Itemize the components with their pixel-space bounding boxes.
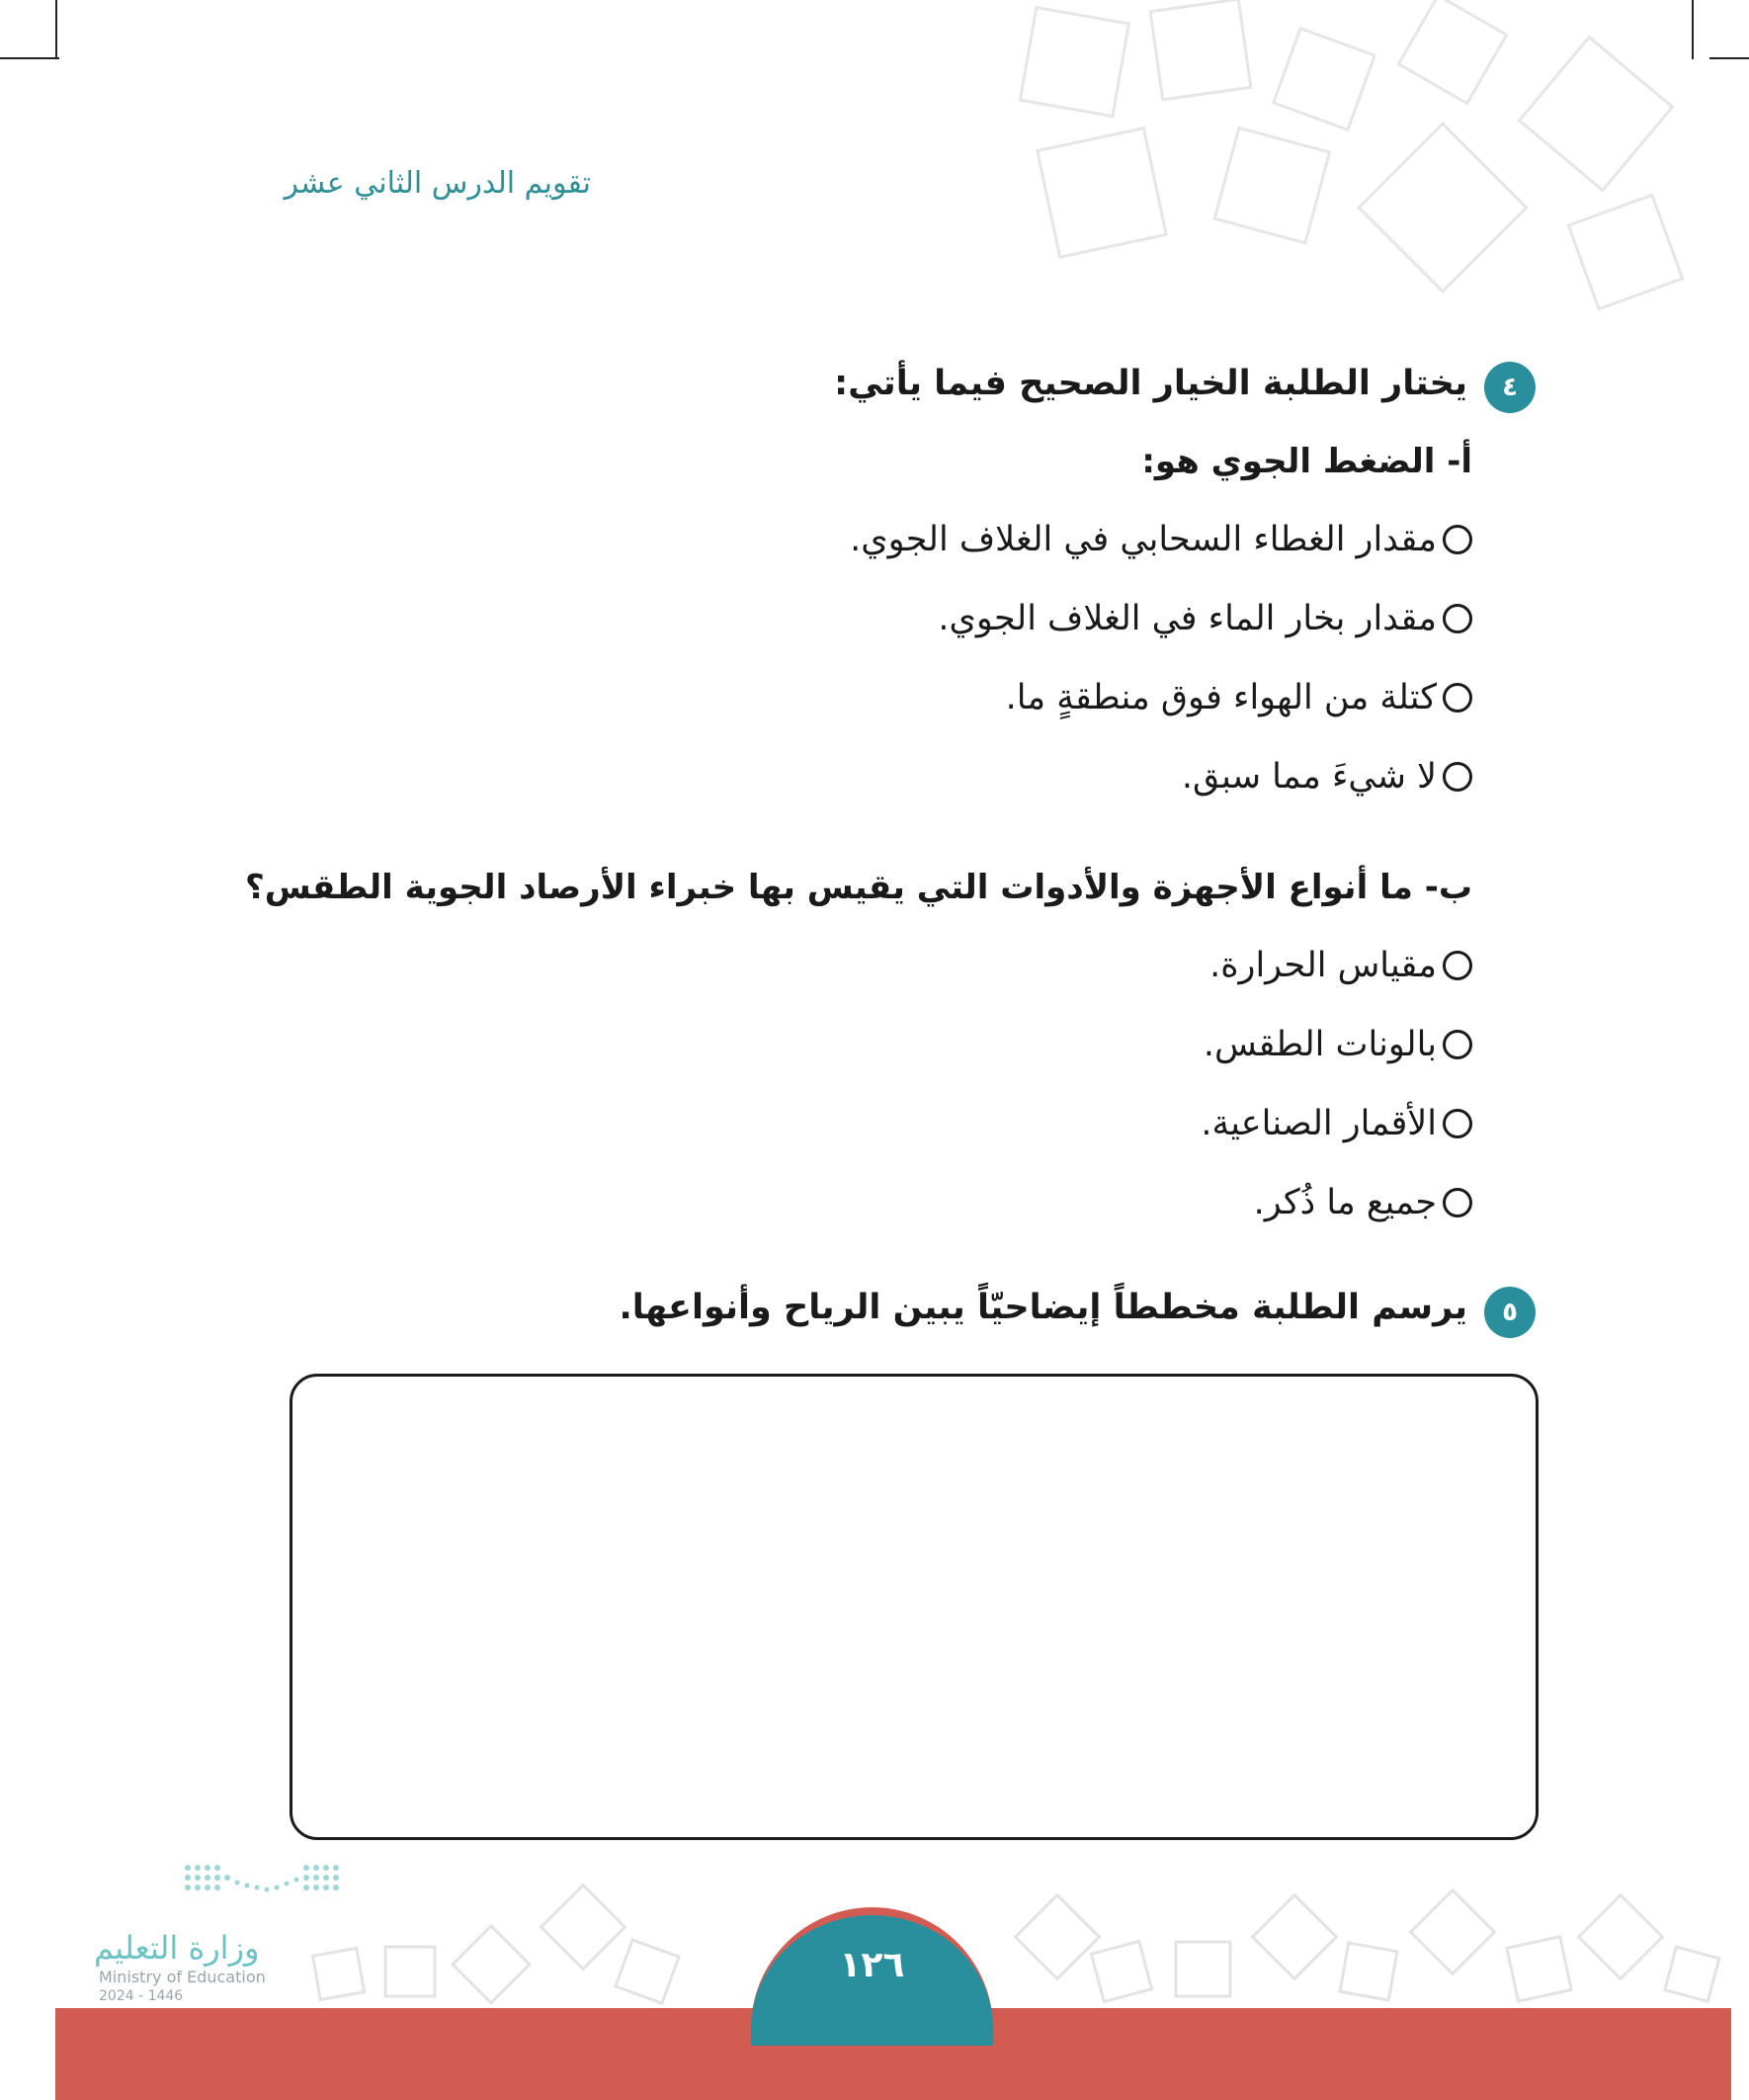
- crop-mark: [0, 57, 59, 59]
- option-item[interactable]: [1209, 946, 1472, 985]
- question-number-badge: ٥: [1484, 1287, 1536, 1338]
- ministry-year: 2024 - 1446: [99, 1988, 184, 2004]
- option-text: لا شيءَ مما سبق.: [1181, 757, 1437, 797]
- radio-circle-icon[interactable]: [1443, 604, 1472, 633]
- option-text: مقدار بخار الماء في الغلاف الجوي.: [938, 599, 1437, 638]
- page-number-text: ١٢٦: [839, 1945, 905, 1985]
- option-item[interactable]: [1182, 757, 1472, 797]
- part-a-label: أ- الضغط الجوي هو:: [1141, 442, 1472, 481]
- option-text: جميع ما ذُكر.: [1253, 1183, 1437, 1222]
- option-item[interactable]: [938, 599, 1472, 638]
- ministry-name-arabic: وزارة التعليم: [94, 1929, 260, 1967]
- option-item[interactable]: [1201, 1104, 1472, 1143]
- radio-circle-icon[interactable]: [1443, 683, 1472, 713]
- radio-circle-icon[interactable]: [1443, 951, 1472, 980]
- option-item[interactable]: [1204, 1025, 1472, 1064]
- option-item[interactable]: [1006, 678, 1472, 717]
- option-text: مقياس الحرارة.: [1209, 946, 1437, 985]
- radio-circle-icon[interactable]: [1443, 762, 1472, 792]
- question-title: يختار الطلبة الخيار الصحيح فيما يأتي:: [834, 364, 1467, 403]
- radio-circle-icon[interactable]: [1443, 525, 1472, 554]
- decorative-pattern: [277, 1878, 1749, 2011]
- ministry-logo-icon: [178, 1858, 356, 1907]
- decorative-pattern: [988, 0, 1749, 326]
- option-item[interactable]: [1254, 1183, 1472, 1222]
- drawing-answer-box[interactable]: [290, 1374, 1539, 1840]
- part-b-label: ب- ما أنواع الأجهزة والأدوات التي يقيس بها خبراء الأرصاد الجوية الطقس؟: [244, 868, 1472, 907]
- option-text: بالونات الطقس.: [1203, 1025, 1437, 1064]
- lesson-title: تقويم الدرس الثاني عشر: [284, 166, 591, 201]
- radio-circle-icon[interactable]: [1443, 1030, 1472, 1059]
- option-item[interactable]: [850, 520, 1472, 559]
- ministry-name-english: Ministry of Education: [99, 1968, 266, 1986]
- option-text: مقدار الغطاء السحابي في الغلاف الجوي.: [850, 520, 1437, 559]
- radio-circle-icon[interactable]: [1443, 1188, 1472, 1218]
- question-number-badge: ٤: [1484, 362, 1536, 413]
- question-title: يرسم الطلبة مخططاً إيضاحيّاً يبين الرياح وأنواعها.: [619, 1288, 1467, 1327]
- crop-mark: [55, 0, 57, 59]
- option-text: الأقمار الصناعية.: [1201, 1104, 1437, 1143]
- option-text: كتلة من الهواء فوق منطقةٍ ما.: [1005, 678, 1437, 717]
- radio-circle-icon[interactable]: [1443, 1109, 1472, 1138]
